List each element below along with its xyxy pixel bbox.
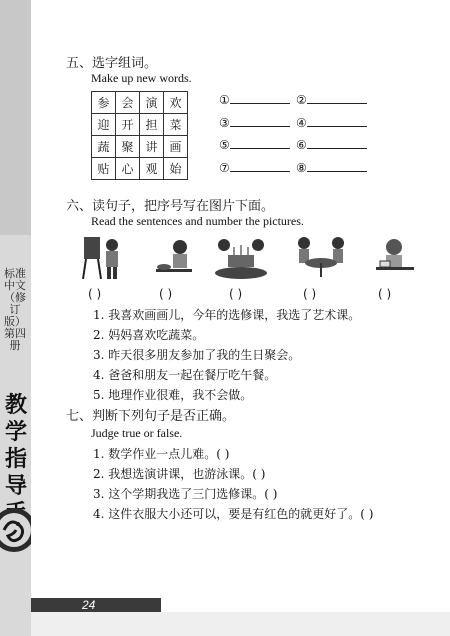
sentence-item: 3. 昨天很多朋友参加了我的生日聚会。 (93, 348, 301, 362)
grid-cell: 欢 (164, 92, 188, 114)
page-bottom-band (31, 612, 450, 636)
answer-blank[interactable]: ③ (219, 115, 290, 130)
grid-cell: 贴 (92, 158, 116, 180)
painting-picture-icon (80, 233, 126, 281)
answer-blank[interactable]: ⑥ (296, 137, 367, 152)
judge-item: 2. 我想选演讲课，也游泳课。( ) (93, 467, 266, 481)
picture-answer-paren[interactable]: ( ) (229, 287, 243, 301)
grid-cell: 聚 (116, 136, 140, 158)
sentence-item: 2. 妈妈喜欢吃蔬菜。 (93, 328, 205, 342)
answer-blank[interactable]: ① (219, 92, 290, 107)
section7-instruction: Judge true or false. (91, 426, 183, 440)
grid-cell: 菜 (164, 114, 188, 136)
grid-cell: 蔬 (92, 136, 116, 158)
judge-item: 1. 数学作业一点儿难。( ) (93, 447, 230, 461)
picture-answer-paren[interactable]: ( ) (159, 287, 173, 301)
birthday-party-picture-icon (212, 233, 270, 281)
grid-cell: 画 (164, 136, 188, 158)
sentence-item: 5. 地理作业很难，我不会做。 (93, 388, 253, 402)
character-grid (91, 91, 188, 180)
spine-top-band (0, 0, 31, 235)
spine-book-title: 教学指导 (4, 392, 27, 499)
grid-cell: 迎 (92, 114, 116, 136)
restaurant-lunch-picture-icon (292, 233, 350, 281)
grid-cell: 担 (140, 114, 164, 136)
section5-instruction: Make up new words. (91, 71, 192, 85)
grid-cell: 讲 (140, 136, 164, 158)
judge-item: 3. 这个学期我选了三门选修课。( ) (93, 487, 278, 501)
grid-cell: 开 (116, 114, 140, 136)
sentence-item: 4. 爸爸和朋友一起在餐厅吃午餐。 (93, 368, 277, 382)
dragon-emblem-icon (0, 500, 31, 560)
picture-answer-paren[interactable]: ( ) (303, 287, 317, 301)
page-number: 24 (82, 598, 96, 612)
page-footer-bar (31, 598, 161, 612)
answer-blank[interactable]: ⑦ (219, 160, 290, 175)
picture-answer-paren[interactable]: ( ) (378, 287, 392, 301)
section6-heading: 六、读句子，把序号写在图片下面。 (66, 199, 275, 214)
section5-heading: 五、选字组词。 (66, 56, 158, 71)
picture-answer-paren[interactable]: ( ) (88, 287, 102, 301)
sentence-item: 1. 我喜欢画画儿，今年的选修课，我选了艺术课。 (93, 308, 361, 322)
section6-instruction: Read the sentences and number the pictures. (91, 214, 304, 228)
spine-series-text: 标准中文（修订版）第四册 (4, 267, 26, 352)
grid-cell: 会 (116, 92, 140, 114)
judge-item: 4. 这件衣服大小还可以，要是有红色的就更好了。( ) (93, 507, 374, 521)
geography-homework-picture-icon (372, 233, 418, 281)
grid-cell: 参 (92, 92, 116, 114)
answer-blank[interactable]: ⑧ (296, 160, 367, 175)
answer-blank[interactable]: ② (296, 92, 367, 107)
answer-blank[interactable]: ⑤ (219, 137, 290, 152)
grid-cell: 心 (116, 158, 140, 180)
eating-vegetables-picture-icon (150, 233, 196, 281)
answer-blank[interactable]: ④ (296, 115, 367, 130)
section7-heading: 七、判断下列句子是否正确。 (66, 409, 236, 424)
grid-cell: 始 (164, 158, 188, 180)
grid-cell: 演 (140, 92, 164, 114)
grid-cell: 观 (140, 158, 164, 180)
